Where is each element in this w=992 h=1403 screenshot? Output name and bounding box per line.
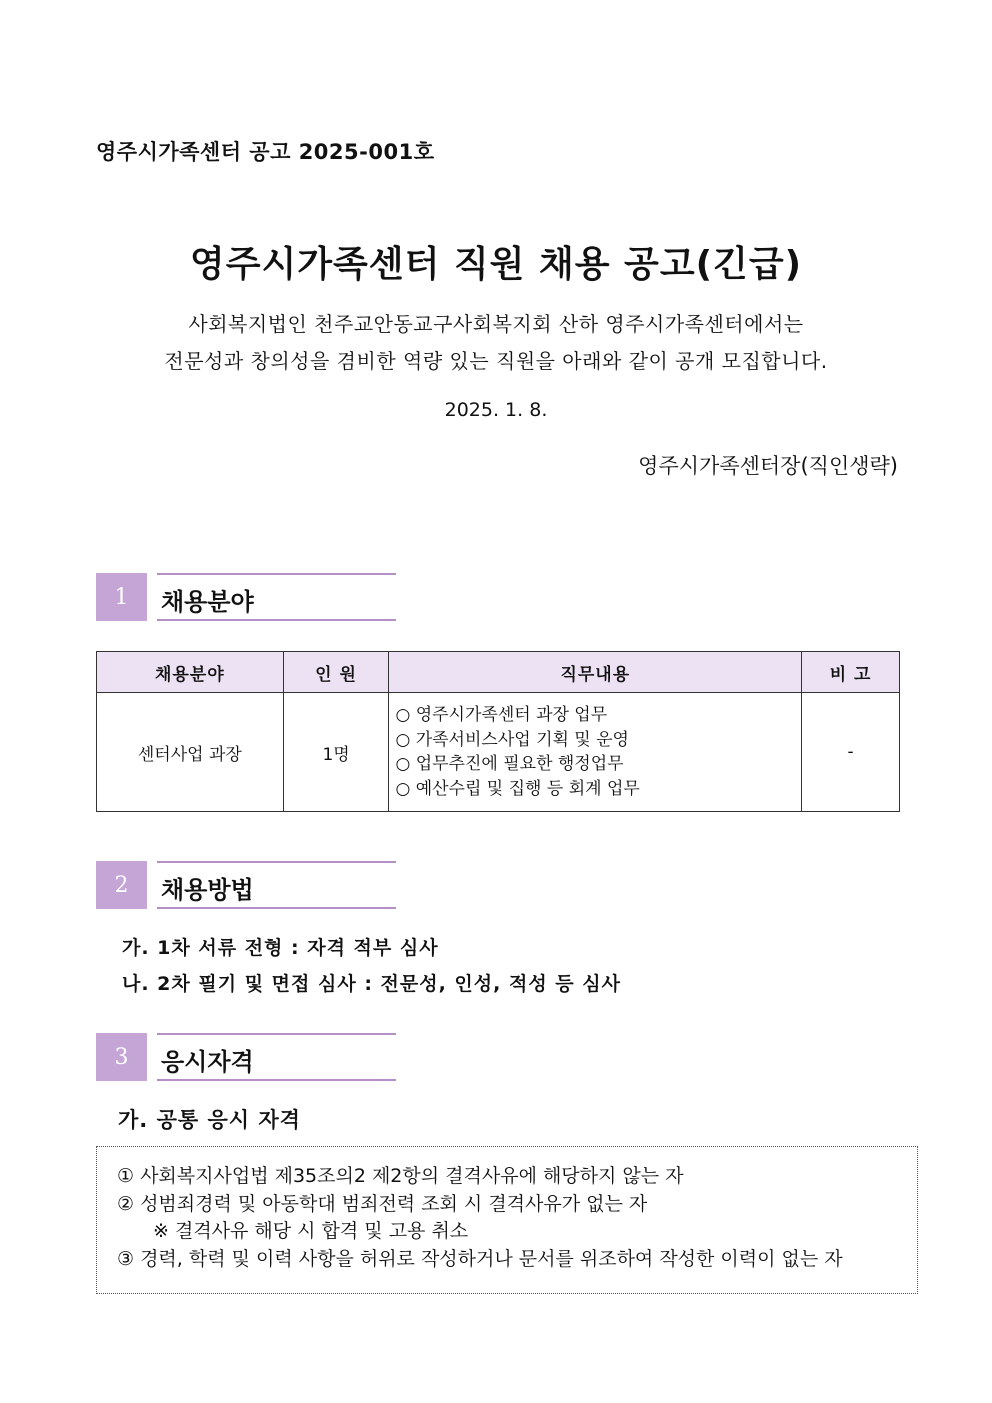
duty-item: ○ 영주시가족센터 과장 업무 [395,705,608,725]
qualification-item: ② 성범죄경력 및 아동학대 범죄전력 조회 시 결격사유가 없는 자 [117,1192,648,1215]
qualification-heading: 가. 공통 응시 자격 [118,1108,301,1132]
column-header: 채용분야 [97,652,284,693]
signer: 영주시가족센터장(직인생략) [638,454,898,478]
column-header: 직무내용 [389,652,802,693]
notice-date: 2025. 1. 8. [444,399,548,421]
page-title: 영주시가족센터 직원 채용 공고(긴급) [189,244,803,285]
count-cell: 1명 [283,693,389,812]
section-title: 채용방법 [161,876,254,904]
field-cell: 센터사업 과장 [97,693,284,812]
intro-line-2: 전문성과 창의성을 겸비한 역량 있는 직원을 아래와 같이 공개 모집합니다. [164,349,828,373]
duty-item: ○ 업무추진에 필요한 행정업무 [395,754,624,774]
method-item: 나. 2차 필기 및 면접 심사 : 전문성, 인성, 적성 등 심사 [122,973,621,995]
table-header-row [97,652,900,693]
qualification-box [96,1146,918,1294]
recruitment-table [96,651,900,812]
section-number-badge: 2 [96,861,147,909]
duty-item: ○ 예산수립 및 집행 등 회계 업무 [395,778,640,799]
qualification-item: ① 사회복지사업법 제35조의2 제2항의 결격사유에 해당하지 않는 자 [117,1165,684,1187]
qualification-item: ③ 경력, 학력 및 이력 사항을 허위로 작성하거나 문서를 위조하여 작성한 이력이 없는 자 [117,1247,843,1270]
duty-item: ○ 가족서비스사업 기획 및 운영 [395,729,629,750]
section-title: 채용분야 [161,588,254,616]
note-cell: - [802,693,900,812]
intro-line-1: 사회복지법인 천주교안동교구사회복지회 산하 영주시가족센터에서는 [188,312,804,336]
method-item: 가. 1차 서류 전형 : 자격 적부 심사 [122,937,439,959]
section-number-badge: 1 [96,573,147,621]
section-title: 응시자격 [161,1048,254,1076]
table-row [97,693,900,812]
duties-cell [389,693,802,812]
column-header: 비 고 [802,652,900,693]
section-number-badge: 3 [96,1033,147,1081]
qualification-note: ※ 결격사유 해당 시 합격 및 고용 취소 [153,1220,469,1242]
column-header: 인 원 [283,652,389,693]
notice-number: 영주시가족센터 공고 2025-001호 [96,140,435,164]
